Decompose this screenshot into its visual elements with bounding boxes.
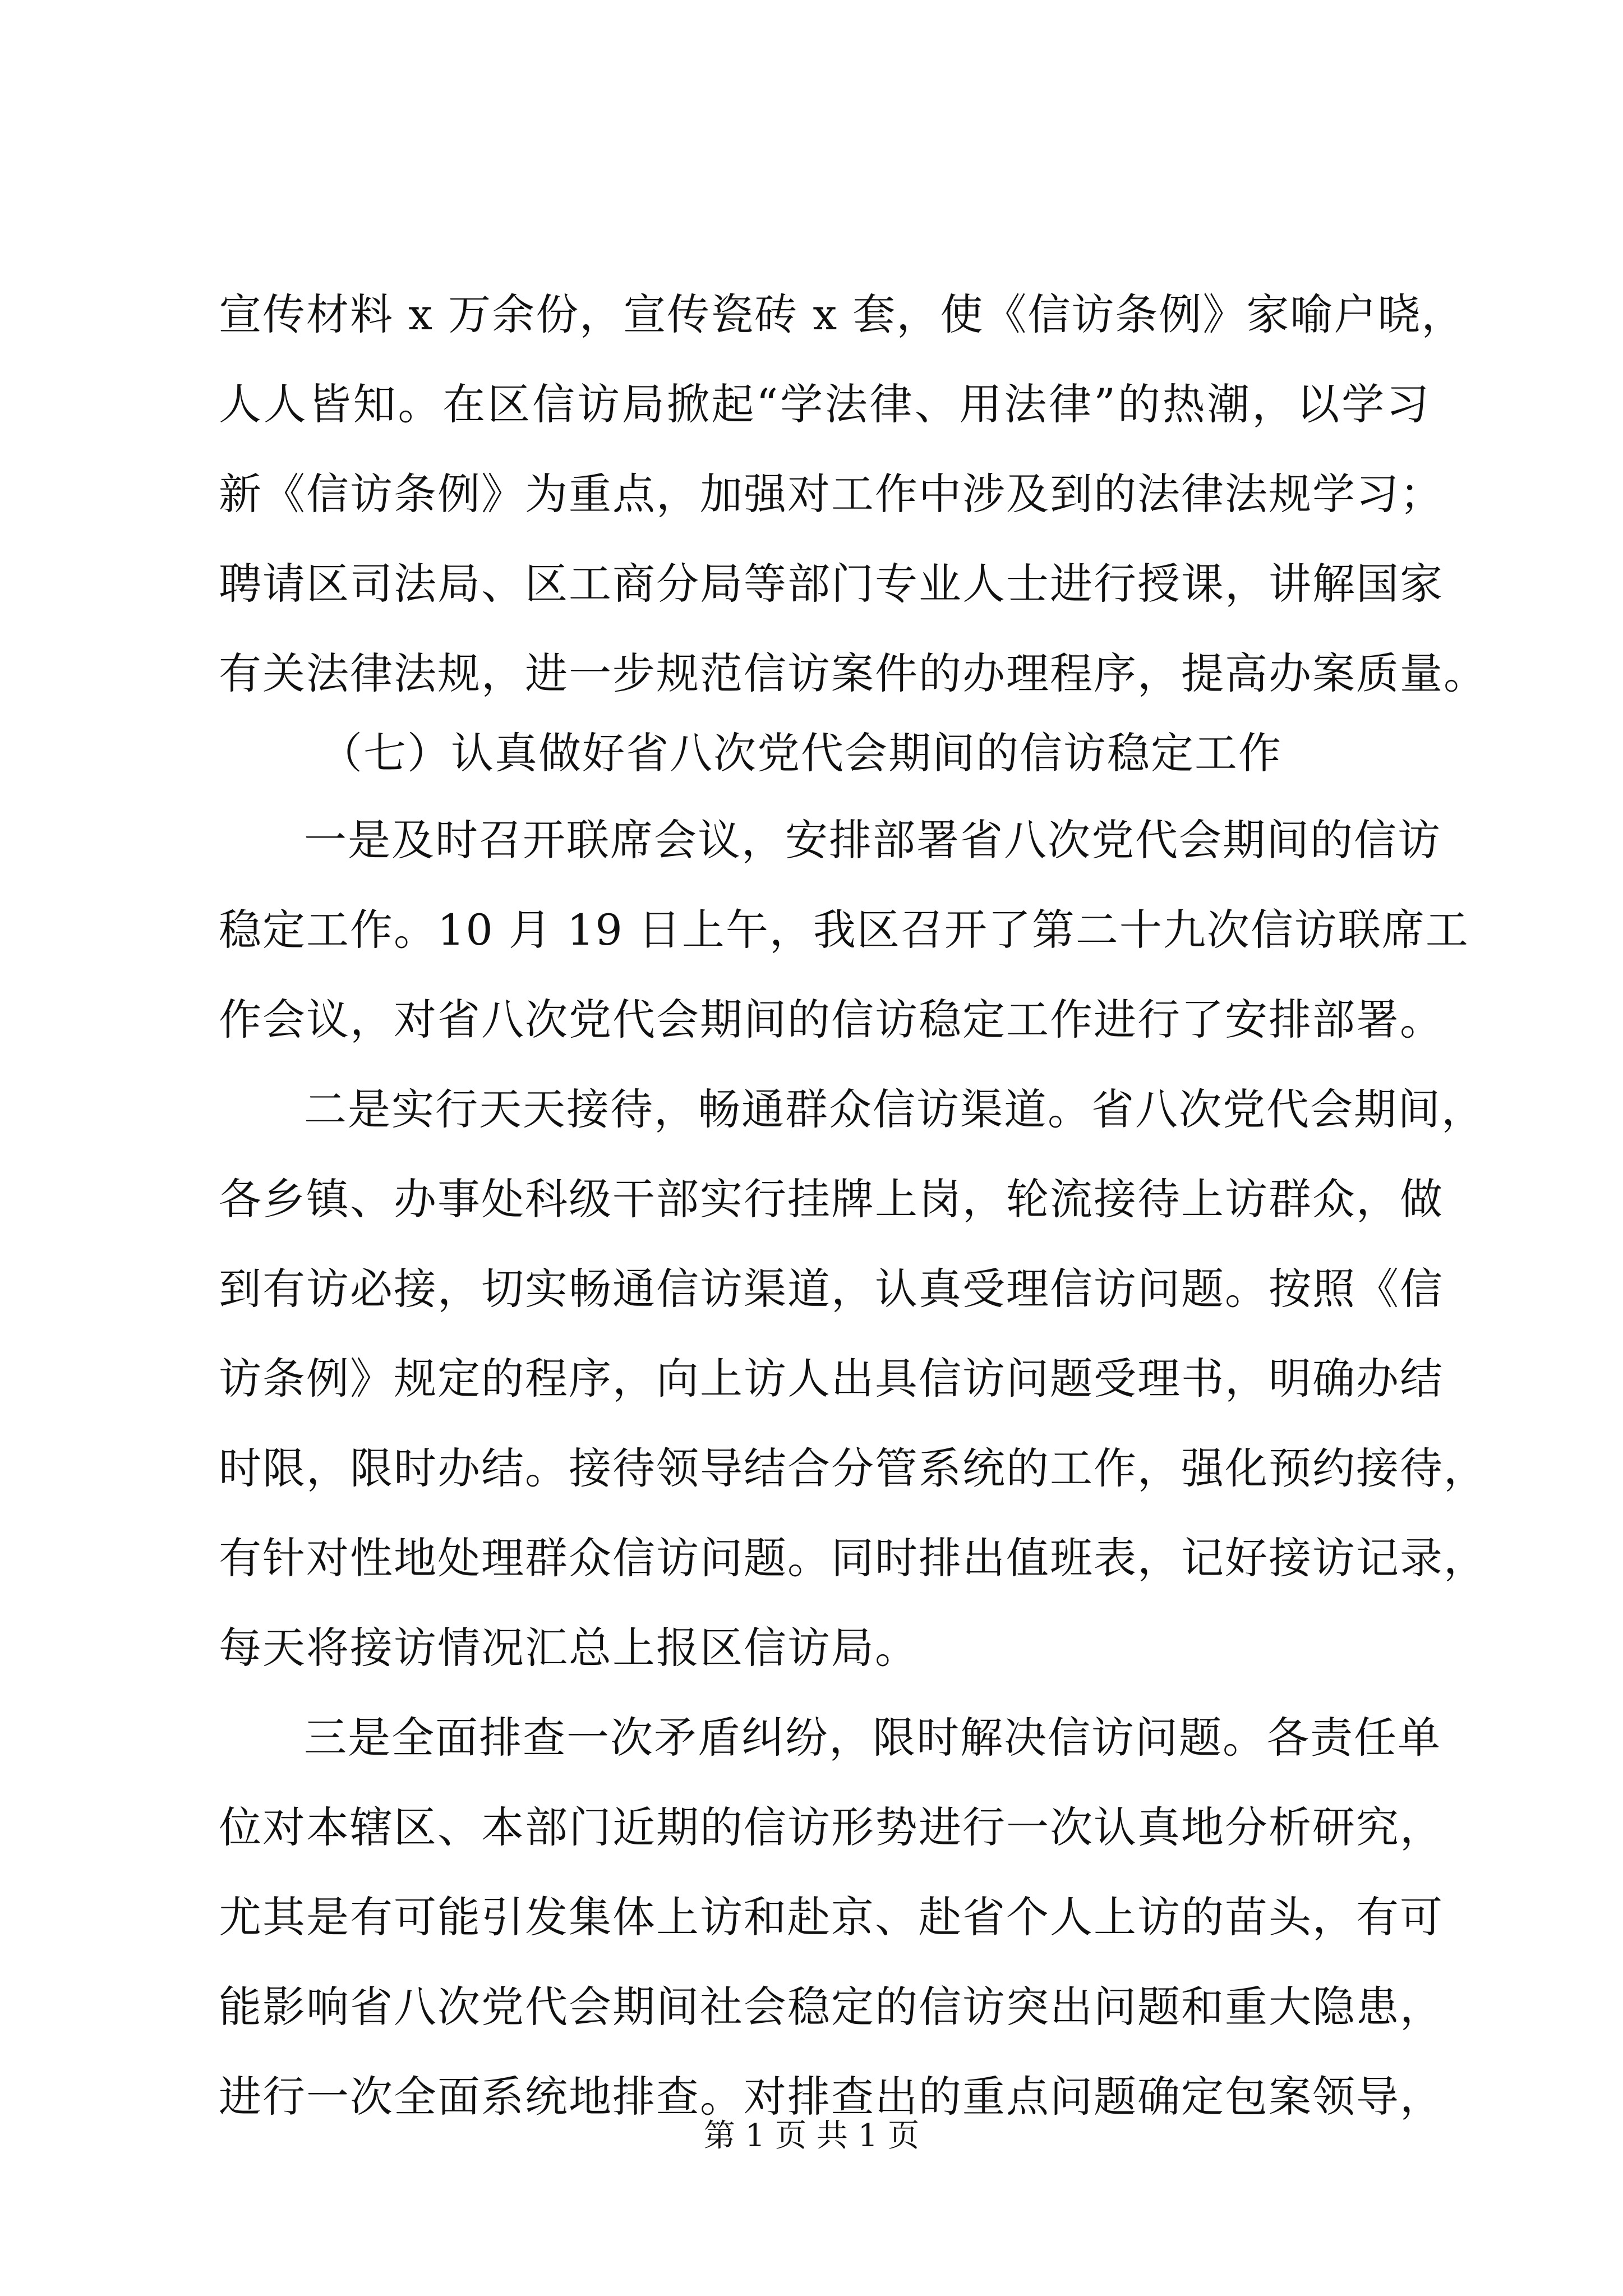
- text-line: 能影响省八次党代会期间社会稳定的信访突出问题和重大隐患，: [219, 1982, 1444, 2032]
- text-line: 聘请区司法局、区工商分局等部门专业人士进行授课，讲解国家: [219, 559, 1444, 609]
- paragraph-first-line: 三是全面排查一次矛盾纠纷，限时解决信访问题。各责任单: [304, 1713, 1441, 1763]
- text-line: 到有访必接，切实畅通信访渠道，认真受理信访问题。按照《信: [219, 1264, 1444, 1314]
- text-line: 时限，限时办结。接待领导结合分管系统的工作，强化预约接待，: [219, 1443, 1487, 1493]
- text-line: 尤其是有可能引发集体上访和赴京、赴省个人上访的苗头，有可: [219, 1892, 1444, 1942]
- text-line: 访条例》规定的程序，向上访人出具信访问题受理书，明确办结: [219, 1354, 1444, 1404]
- text-line: 人人皆知。在区信访局掀起“学法律、用法律”的热潮，以学习: [219, 379, 1430, 429]
- text-line: 宣传材料 x 万余份，宣传瓷砖 x 套，使《信访条例》家喻户晓，: [219, 289, 1465, 339]
- text-line: 进行一次全面系统地排查。对排查出的重点问题确定包案领导，: [219, 2072, 1444, 2122]
- text-line: 各乡镇、办事处科级干部实行挂牌上岗，轮流接待上访群众，做: [219, 1174, 1444, 1224]
- text-line: 作会议，对省八次党代会期间的信访稳定工作进行了安排部署。: [219, 995, 1444, 1045]
- section-heading: （七）认真做好省八次党代会期间的信访稳定工作: [320, 728, 1282, 778]
- text-line: 每天将接访情况汇总上报区信访局。: [219, 1623, 919, 1673]
- paragraph-first-line: 一是及时召开联席会议，安排部署省八次党代会期间的信访: [304, 815, 1441, 865]
- text-line: 有关法律法规，进一步规范信访案件的办理程序，提高办案质量。: [219, 648, 1487, 698]
- paragraph-first-line: 二是实行天天接待，畅通群众信访渠道。省八次党代会期间，: [304, 1084, 1485, 1134]
- text-line: 位对本辖区、本部门近期的信访形势进行一次认真地分析研究，: [219, 1802, 1444, 1852]
- page-footer: 第 1 页 共 1 页: [703, 2118, 920, 2154]
- text-line: 有针对性地处理群众信访问题。同时排出值班表，记好接访记录，: [219, 1533, 1487, 1583]
- text-line: 新《信访条例》为重点，加强对工作中涉及到的法律法规学习；: [219, 469, 1444, 519]
- text-line: 稳定工作。10 月 19 日上午，我区召开了第二十九次信访联席工: [219, 905, 1469, 955]
